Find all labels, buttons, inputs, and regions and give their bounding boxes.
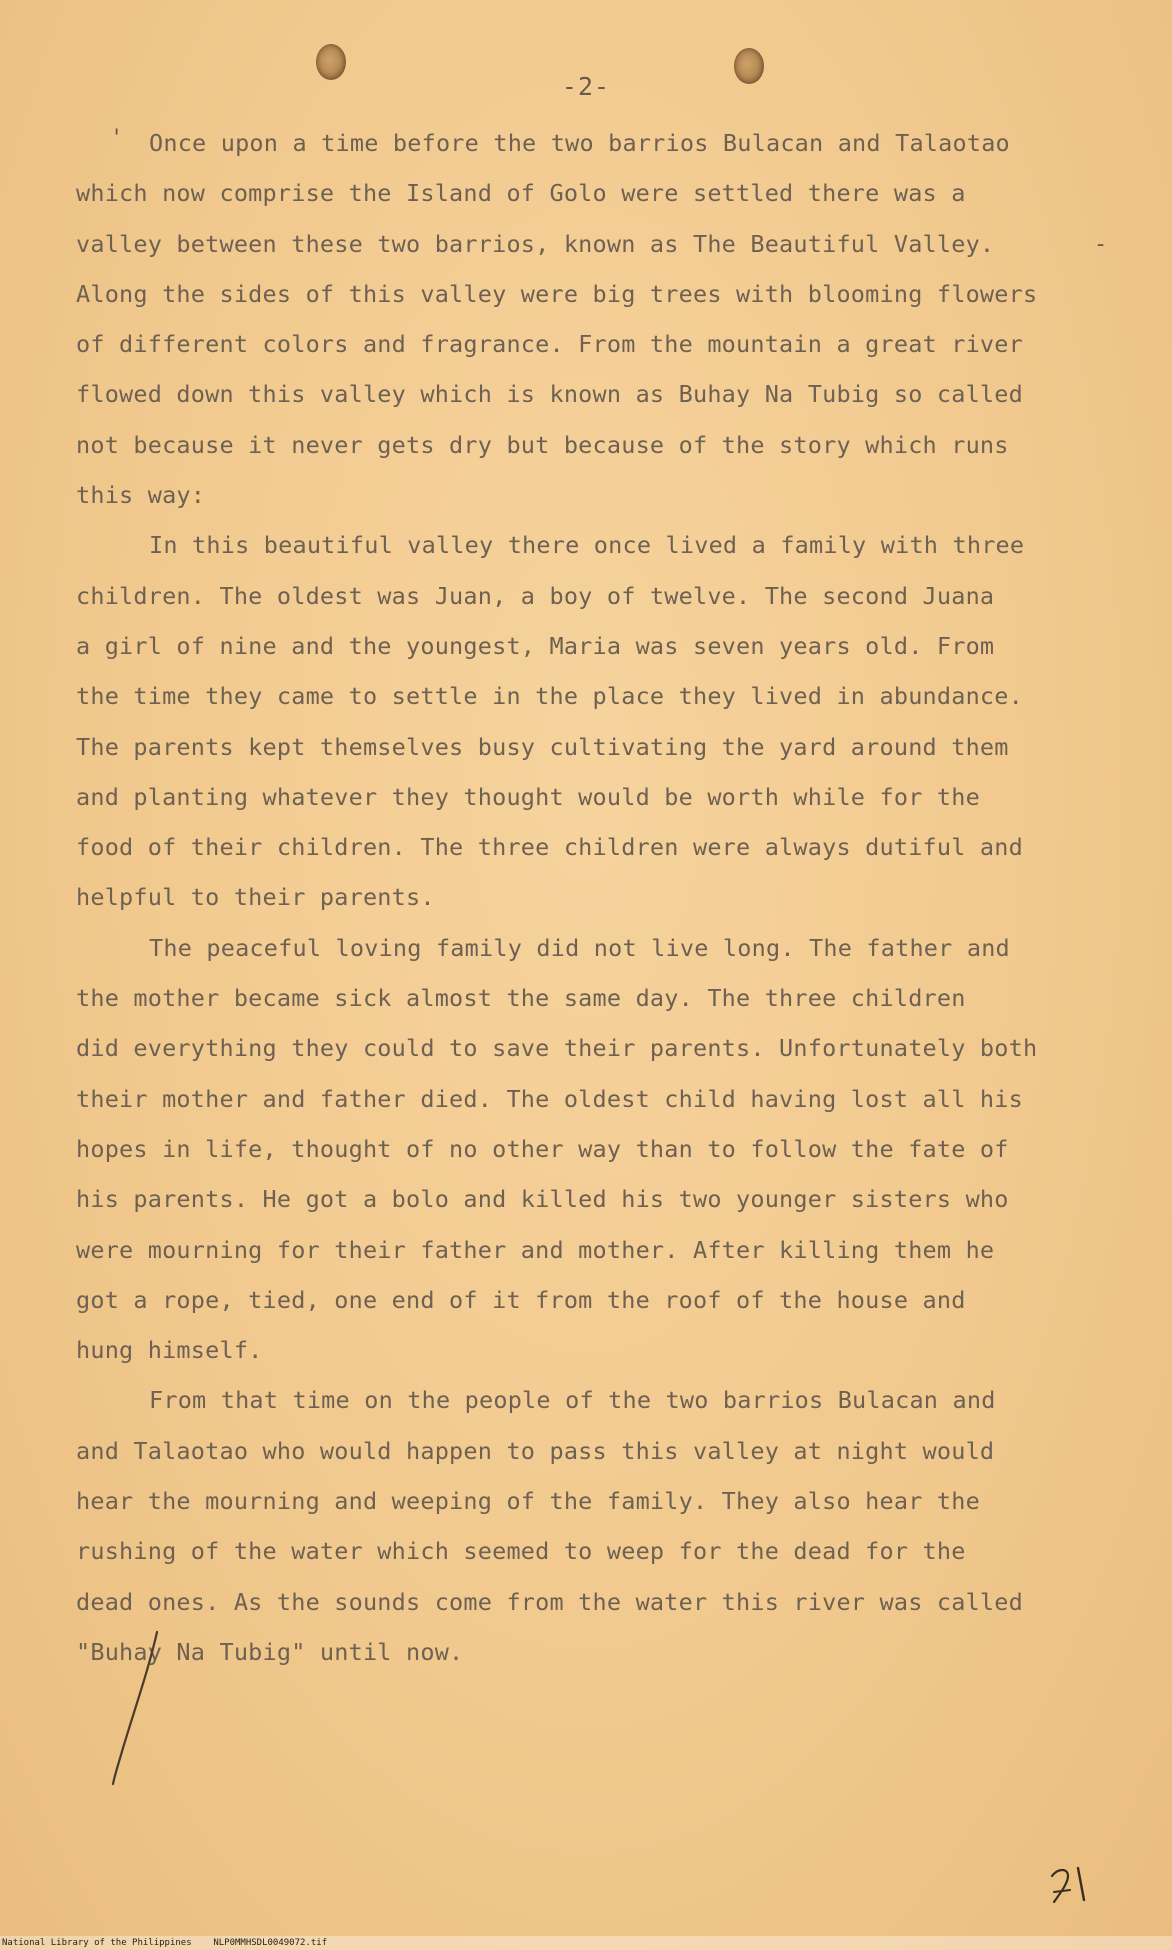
text-line: The parents kept themselves busy cultivating the yard around them — [76, 732, 1009, 761]
text-line: this way: — [76, 481, 206, 510]
text-line: In this beautiful valley there once lived a family with three — [149, 531, 1025, 560]
text-line: From that time on the people of the two barrios Bulacan and — [149, 1386, 996, 1415]
text-line: hear the mourning and weeping of the family. They also hear the — [76, 1487, 980, 1516]
text-line: food of their children. The three children were always dutiful and — [76, 833, 1023, 862]
text-line: not because it never gets dry but because of the story which runs — [76, 430, 1009, 459]
text-line: helpful to their parents. — [76, 883, 435, 912]
pen-stroke-mark — [105, 1628, 165, 1788]
text-line: hung himself. — [76, 1336, 263, 1365]
stray-mark-right: - — [1094, 232, 1108, 257]
text-line: were mourning for their father and mother. After killing them he — [76, 1235, 995, 1264]
text-line: valley between these two barrios, known as The Beautiful Valley. — [76, 229, 995, 258]
text-line: the mother became sick almost the same day. The three children — [76, 984, 966, 1013]
text-line: of different colors and fragrance. From the mountain a great river — [76, 330, 1023, 359]
page-number: -2- — [561, 72, 611, 101]
text-line: children. The oldest was Juan, a boy of twelve. The second Juana — [76, 581, 995, 610]
text-line: and Talaotao who would happen to pass this valley at night would — [76, 1436, 995, 1465]
handwritten-page-number — [1048, 1862, 1094, 1906]
text-line: the time they came to settle in the place they lived in abundance. — [76, 682, 1023, 711]
text-line: which now comprise the Island of Golo were settled there was a — [76, 179, 966, 208]
text-line: rushing of the water which seemed to weep for the dead for the — [76, 1537, 966, 1566]
text-line: got a rope, tied, one end of it from the roof of the house and — [76, 1285, 966, 1314]
text-line: Once upon a time before the two barrios Bulacan and Talaotao — [149, 129, 1010, 157]
text-line: Along the sides of this valley were big trees with blooming flowers — [76, 279, 1038, 308]
text-line: hopes in life, thought of no other way than to follow the fate of — [76, 1134, 1009, 1163]
text-line: his parents. He got a bolo and killed his two younger sisters who — [76, 1185, 1009, 1214]
text-line: "Buhay Na Tubig" until now. — [76, 1637, 464, 1666]
text-line: The peaceful loving family did not live long. The father and — [149, 933, 1010, 962]
text-line: did everything they could to save their parents. Unfortunately both — [76, 1034, 1038, 1063]
text-line: flowed down this valley which is known as Buhay Na Tubig so called — [76, 380, 1023, 409]
text-line: a girl of nine and the youngest, Maria was seven years old. From — [76, 631, 995, 660]
footer-caption: National Library of the Philippines NLP0MMHSDL0049072.tif — [2, 1938, 328, 1948]
text-line: dead ones. As the sounds come from the water this river was called — [76, 1587, 1023, 1616]
text-line: their mother and father died. The oldest child having lost all his — [76, 1084, 1023, 1113]
typed-body-text — [76, 118, 1096, 1677]
text-line: and planting whatever they thought would be worth while for the — [76, 782, 980, 811]
stray-mark-left: ' — [110, 126, 124, 151]
